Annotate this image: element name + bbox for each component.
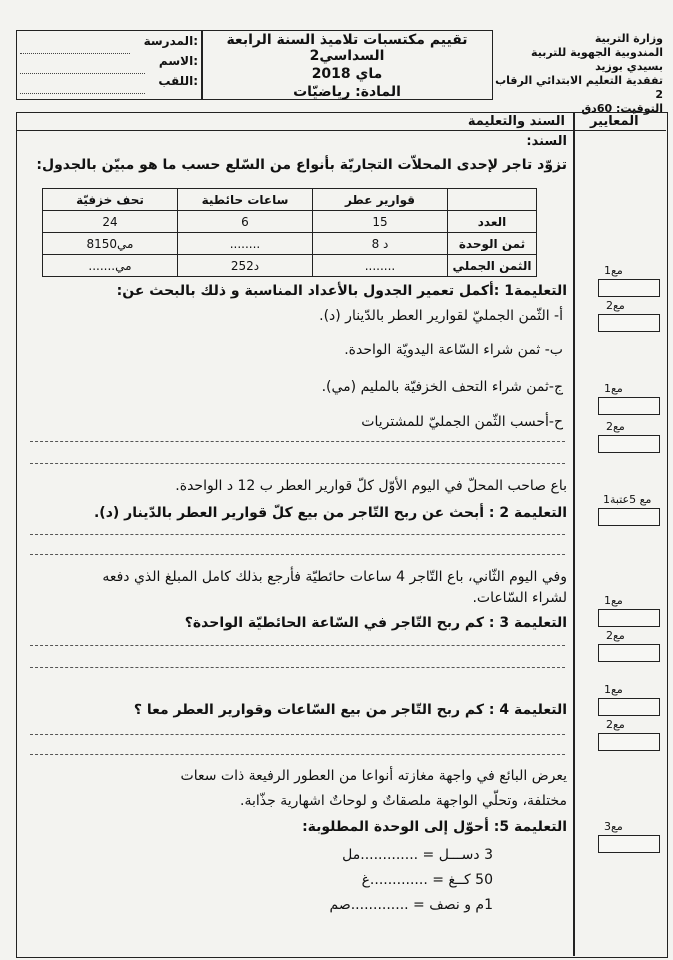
- student-fields: [20, 34, 198, 94]
- table-cell: 15: [313, 211, 448, 233]
- criteria-label: مع1: [604, 594, 623, 607]
- surname-field[interactable]: [20, 74, 145, 94]
- criteria-score-box[interactable]: [598, 397, 660, 415]
- paragraph-perfume-line2: مختلفة، وتحلّي الواجهة ملصقاتٌ و لوحاتٌ اشهارية جذّابة.: [240, 793, 567, 809]
- conversion-item[interactable]: 1م و نصف = .............صم: [329, 897, 493, 913]
- timing-line: التوقيت: 60دق: [581, 102, 663, 115]
- table-row-label: العدد: [448, 211, 537, 233]
- paragraph-perfume-line1: يعرض البائع في واجهة مغازته أنواعا من العطور الرفيعة ذات سعات: [180, 768, 567, 784]
- school-field[interactable]: [20, 34, 130, 54]
- table-cell[interactable]: ........: [178, 233, 313, 255]
- criteria-label: مع2: [606, 629, 625, 642]
- q1-item-a: أ- الثّمن الجمليّ لقوارير العطر بالدّينار (د).: [319, 308, 563, 324]
- criteria-score-box[interactable]: [598, 835, 660, 853]
- answer-line[interactable]: [30, 753, 565, 755]
- header-ministry-block: [493, 32, 663, 116]
- criteria-label: مع1: [604, 382, 623, 395]
- table-row: [43, 255, 537, 277]
- table-row: [43, 211, 537, 233]
- header-exam-block: [204, 32, 490, 100]
- paragraph-day1: باع صاحب المحلّ في اليوم الأوّل كلّ قوارير العطر ب 12 د الواحدة.: [175, 478, 567, 494]
- criteria-label: مع1: [604, 264, 623, 277]
- criteria-score-box[interactable]: [598, 733, 660, 751]
- answer-line[interactable]: [30, 533, 565, 535]
- ministry-line: وزارة التربية: [594, 32, 663, 45]
- table-row-label: ثمن الوحدة: [448, 233, 537, 255]
- criteria-score-box[interactable]: [598, 644, 660, 662]
- table-cell: 6: [178, 211, 313, 233]
- name-field[interactable]: [20, 54, 145, 74]
- surname-label: اللقب:: [158, 74, 198, 88]
- q1-item-d: ح-أحسب الثّمن الجمليّ للمشتريات: [361, 414, 563, 430]
- table-cell: 24: [43, 211, 178, 233]
- paragraph-day2-line2: لشراء السّاعات.: [472, 590, 567, 606]
- goods-table: [42, 188, 537, 277]
- criteria-score-box[interactable]: [598, 698, 660, 716]
- table-header-gifts: تحف خزفيّة: [43, 189, 178, 211]
- directorate-line: المندوبية الجهوية للتربية بسيدي بوزيد: [531, 46, 663, 73]
- name-label: الاسم:: [158, 54, 198, 68]
- answer-line[interactable]: [30, 666, 565, 668]
- criteria-score-box[interactable]: [598, 435, 660, 453]
- conversion-item[interactable]: 3 دســـل = .............مل: [342, 847, 493, 863]
- criteria-label: مع2: [606, 299, 625, 312]
- paragraph-day2-line1: وفي اليوم الثّاني، باع التّاجر 4 ساعات حائطيّة فأرجع بذلك كامل المبلغ الذي دفعه: [102, 569, 567, 585]
- criteria-label: مع 5عتبة1: [603, 493, 652, 506]
- table-header-perfume: قوارير عطر: [313, 189, 448, 211]
- table-row-label: الثمن الجملي: [448, 255, 537, 277]
- q1-item-c: ج-ثمن شراء التحف الخزفيّة بالمليم (مي).: [321, 379, 563, 395]
- table-corner: [448, 189, 537, 211]
- q4-title: التعليمة 4 : كم ربح التّاجر من بيع السّاعات وقوارير العطر معا ؟: [133, 702, 567, 718]
- exam-subject: المادة: رياضيّات: [293, 84, 401, 100]
- criteria-score-box[interactable]: [598, 609, 660, 627]
- table-cell: 8 د: [313, 233, 448, 255]
- goods-table-grid: [42, 188, 537, 277]
- answer-line[interactable]: [30, 440, 565, 442]
- answer-line[interactable]: [30, 462, 565, 464]
- intro-text: تزوّد تاجر لإحدى المحلاّت التجاريّة بأنواع من السّلع حسب ما هو مبيّن بالجدول:: [36, 157, 567, 173]
- conversion-item[interactable]: 50 كــغ = .............غ: [361, 872, 493, 888]
- criteria-label: مع2: [606, 420, 625, 433]
- criteria-label: مع1: [604, 683, 623, 696]
- q2-title: التعليمة 2 : أبحث عن ربح التّاجر من بيع كلّ قوارير العطر بالدّينار (د).: [93, 505, 567, 521]
- table-header-clocks: ساعات حائطية: [178, 189, 313, 211]
- q1-title: التعليمة1 :أكمل تعمير الجدول بالأعداد المناسبة و ذلك بالبحث عن:: [116, 283, 567, 299]
- main-column-header: السند والتعليمة: [467, 114, 565, 129]
- criteria-score-box[interactable]: [598, 279, 660, 297]
- school-label: المدرسة:: [143, 34, 198, 48]
- q1-item-b: ب- ثمن شراء السّاعة اليدويّة الواحدة.: [344, 342, 563, 358]
- criteria-label: مع3: [604, 820, 623, 833]
- exam-title: تقييم مكتسبات تلاميذ السنة الرابعة السداسي2: [226, 32, 468, 64]
- criteria-label: مع2: [606, 718, 625, 731]
- exam-date: ماي 2018: [311, 66, 383, 82]
- criteria-column-header: المعايير: [590, 114, 639, 129]
- q3-title: التعليمة 3 : كم ربح التّاجر في السّاعة الحائطيّة الواحدة؟: [184, 615, 567, 631]
- table-cell: 252د: [178, 255, 313, 277]
- sanad-label: السند:: [526, 134, 567, 149]
- inspectorate-line: تفقدية التعليم الابتدائي الرقاب 2: [495, 74, 663, 101]
- table-cell: 8150مي: [43, 233, 178, 255]
- answer-line[interactable]: [30, 644, 565, 646]
- table-row: [43, 233, 537, 255]
- answer-line[interactable]: [30, 733, 565, 735]
- q5-title: التعليمة 5: أحوّل إلى الوحدة المطلوبة:: [302, 819, 567, 835]
- column-divider: [573, 112, 575, 956]
- header-row-divider: [16, 130, 666, 131]
- table-cell[interactable]: .......مي: [43, 255, 178, 277]
- table-cell[interactable]: ........: [313, 255, 448, 277]
- criteria-score-box[interactable]: [598, 508, 660, 526]
- answer-line[interactable]: [30, 553, 565, 555]
- criteria-score-box[interactable]: [598, 314, 660, 332]
